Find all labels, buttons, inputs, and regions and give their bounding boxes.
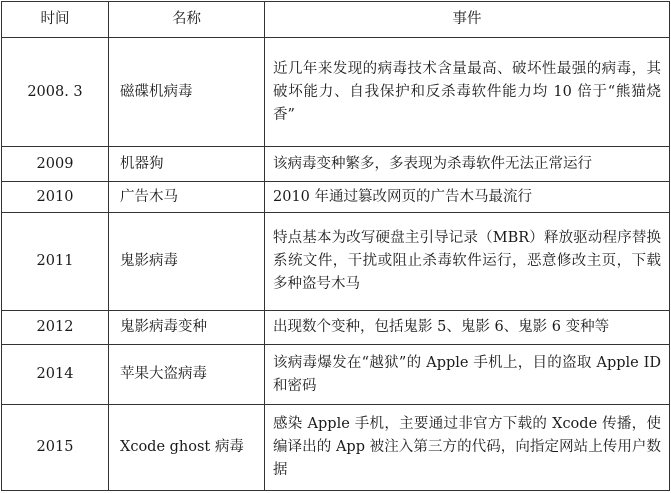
cell-name: 磁碟机病毒 — [109, 38, 265, 147]
table-row — [2, 213, 670, 311]
table-body — [2, 38, 670, 491]
cell-event: 感染 Apple 手机，主要通过非官方下载的 Xcode 传播，使编译出的 App 被注入第三方的代码，向指定网站上传用户数据 — [265, 405, 670, 491]
cell-event: 该病毒爆发在“越狱”的 Apple 手机上，目的盗取 Apple ID 和密码 — [265, 345, 670, 405]
cell-name: 苹果大盗病毒 — [109, 345, 265, 405]
cell-time: 2012 — [2, 311, 109, 345]
cell-name: 广告木马 — [109, 182, 265, 213]
header-name: 名称 — [109, 2, 265, 38]
table-row — [2, 147, 670, 182]
table-header — [2, 2, 670, 38]
cell-event: 该病毒变种繁多，多表现为杀毒软件无法正常运行 — [265, 147, 670, 182]
cell-name: 鬼影病毒变种 — [109, 311, 265, 345]
cell-name: 机器狗 — [109, 147, 265, 182]
cell-time: 2011 — [2, 213, 109, 311]
table-row — [2, 38, 670, 147]
cell-time: 2014 — [2, 345, 109, 405]
cell-event: 特点基本为改写硬盘主引导记录（MBR）释放驱动程序替换系统文件，干扰或阻止杀毒软件运行，恶意修改主页，下载多种盗号木马 — [265, 213, 670, 311]
cell-time: 2009 — [2, 147, 109, 182]
header-row — [2, 2, 670, 38]
cell-name: Xcode ghost 病毒 — [109, 405, 265, 491]
cell-event: 2010 年通过篡改网页的广告木马最流行 — [265, 182, 670, 213]
cell-time: 2010 — [2, 182, 109, 213]
header-time: 时间 — [2, 2, 109, 38]
cell-event: 近几年来发现的病毒技术含量最高、破坏性最强的病毒，其破坏能力、自我保护和反杀毒软件能力均 10 倍于“熊猫烧香” — [265, 38, 670, 147]
cell-time: 2015 — [2, 405, 109, 491]
table-row — [2, 311, 670, 345]
table-row — [2, 182, 670, 213]
cell-time: 2008. 3 — [2, 38, 109, 147]
cell-event: 出现数个变种，包括鬼影 5、鬼影 6、鬼影 6 变种等 — [265, 311, 670, 345]
header-event: 事件 — [265, 2, 670, 38]
table-row — [2, 345, 670, 405]
cell-name: 鬼影病毒 — [109, 213, 265, 311]
virus-history-table — [1, 1, 670, 491]
table-row — [2, 405, 670, 491]
